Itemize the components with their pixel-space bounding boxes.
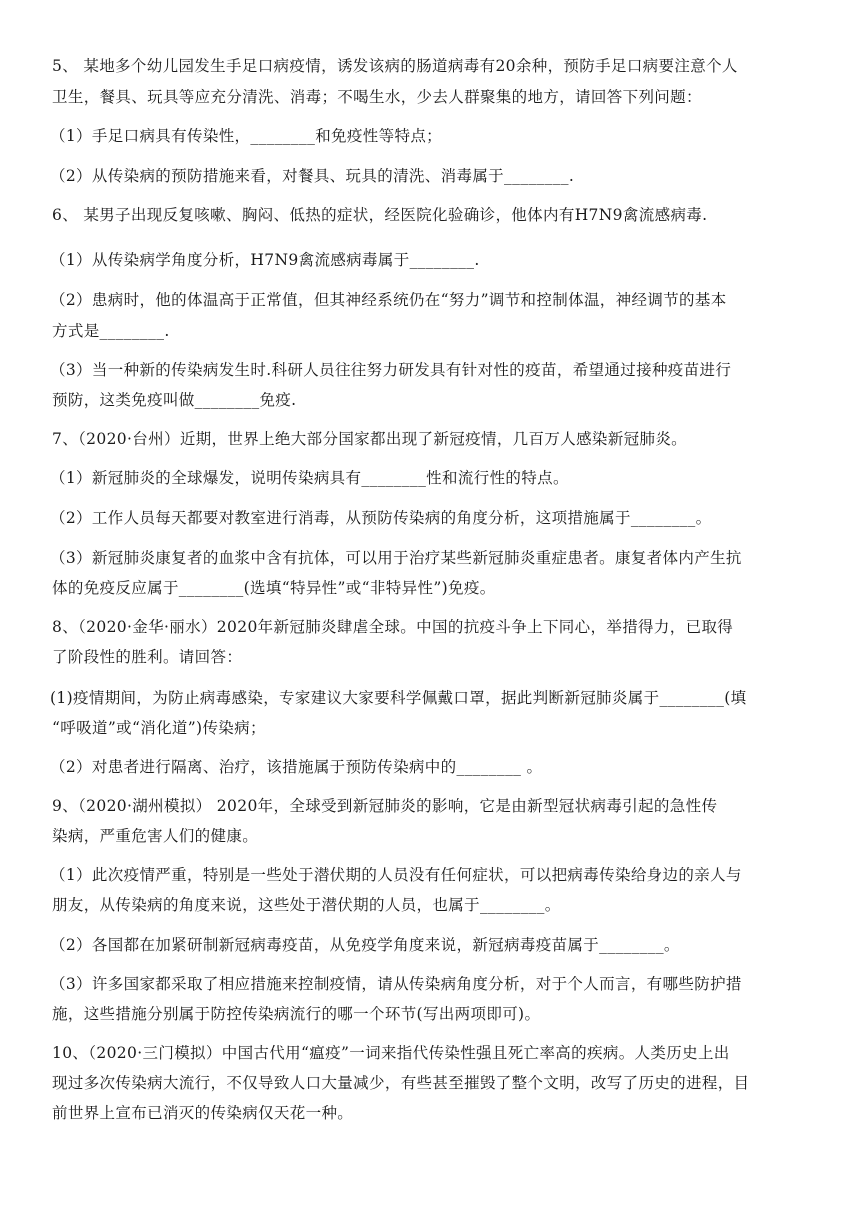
q5-part-1: （1）手足口病具有传染性，________和免疫性等特点；	[50, 127, 443, 145]
q9-part-3-line-1: （3）许多国家都采取了相应措施来控制疫情，请从传染病角度分析，对于个人而言，有哪些防护措	[50, 975, 742, 993]
q8-stem-line-2: 了阶段性的胜利。请回答：	[52, 648, 243, 666]
q8-stem-line-1: 8、（2020·金华·丽水）2020年新冠肺炎肆虐全球。中国的抗疫斗争上下同心，举措得力，已取得	[52, 618, 734, 636]
q6-part-3-line-2: 预防，这类免疫叫做________免疫.	[52, 391, 297, 409]
q6-part-2-line-1: （2）患病时，他的体温高于正常值，但其神经系统仍在“努力”调节和控制体温，神经调节的基本	[50, 291, 727, 309]
q8-part-2: （2）对患者进行隔离、治疗，该措施属于预防传染病中的________ 。	[50, 758, 543, 776]
q9-part-2: （2）各国都在加紧研制新冠病毒疫苗，从免疫学角度来说，新冠病毒疫苗属于________。	[50, 936, 680, 954]
q6-part-2-line-2: 方式是________.	[52, 322, 170, 340]
q5-stem-line-2: 卫生，餐具、玩具等应充分清洗、消毒；不喝生水，少去人群聚集的地方，请回答下列问题：	[52, 88, 702, 106]
q7-stem: 7、（2020·台州）近期，世界上绝大部分国家都出现了新冠疫情，几百万人感染新冠肺炎。	[52, 430, 688, 448]
q6-part-3-line-1: （3）当一种新的传染病发生时.科研人员往往努力研发具有针对性的疫苗，希望通过接种疫苗进行	[50, 361, 732, 379]
q5-stem-line-1: 5、 某地多个幼儿园发生手足口病疫情，诱发该病的肠道病毒有20余种，预防手足口病要注意个人	[52, 57, 738, 75]
q9-stem-line-1: 9、（2020·湖州模拟） 2020年，全球受到新冠肺炎的影响，它是由新型冠状病毒引起的急性传	[52, 797, 718, 815]
q9-part-1-line-2: 朋友，从传染病的角度来说，这些处于潜伏期的人员，也属于________。	[52, 896, 561, 914]
q9-stem-line-2: 染病，严重危害人们的健康。	[52, 827, 259, 845]
q10-stem-line-1: 10、（2020·三门模拟）中国古代用“瘟疫”一词来指代传染性强且死亡率高的疾病。人类历史上出	[52, 1044, 730, 1062]
q10-stem-line-3: 前世界上宣布已消灭的传染病仅天花一种。	[52, 1104, 354, 1122]
q8-part-1-line-1: (1)疫情期间，为防止病毒感染，专家建议大家要科学佩戴口罩，据此判断新冠肺炎属于________(填	[50, 689, 747, 707]
q7-part-3-line-2: 体的免疫反应属于________(选填“特异性”或“非特异性”)免疫。	[52, 579, 496, 597]
q7-part-2: （2）工作人员每天都要对教室进行消毒，从预防传染病的角度分析，这项措施属于________。	[50, 509, 712, 527]
q10-stem-line-2: 现过多次传染病大流行，不仅导致人口大量减少，有些甚至摧毁了整个文明，改写了历史的进程，目	[52, 1074, 750, 1092]
q7-part-1: （1）新冠肺炎的全球爆发，说明传染病具有________性和流行性的特点。	[50, 469, 569, 487]
q8-part-1-line-2: “呼吸道”或“消化道”)传染病；	[52, 719, 266, 737]
q6-stem: 6、 某男子出现反复咳嗽、胸闷、低热的症状，经医院化验确诊，他体内有H7N9禽流感病毒.	[52, 206, 708, 224]
q7-part-3-line-1: （3）新冠肺炎康复者的血浆中含有抗体，可以用于治疗某些新冠肺炎重症患者。康复者体内产生抗	[50, 549, 742, 567]
q9-part-3-line-2: 施，这些措施分别属于防控传染病流行的哪一个环节(写出两项即可)。	[52, 1005, 541, 1023]
q6-part-1: （1）从传染病学角度分析，H7N9禽流感病毒属于________.	[50, 251, 480, 269]
q9-part-1-line-1: （1）此次疫情严重，特别是一些处于潜伏期的人员没有任何症状，可以把病毒传染给身边的亲人与	[50, 866, 742, 884]
q5-part-2: （2）从传染病的预防措施来看，对餐具、玩具的清洗、消毒属于________.	[50, 167, 575, 185]
